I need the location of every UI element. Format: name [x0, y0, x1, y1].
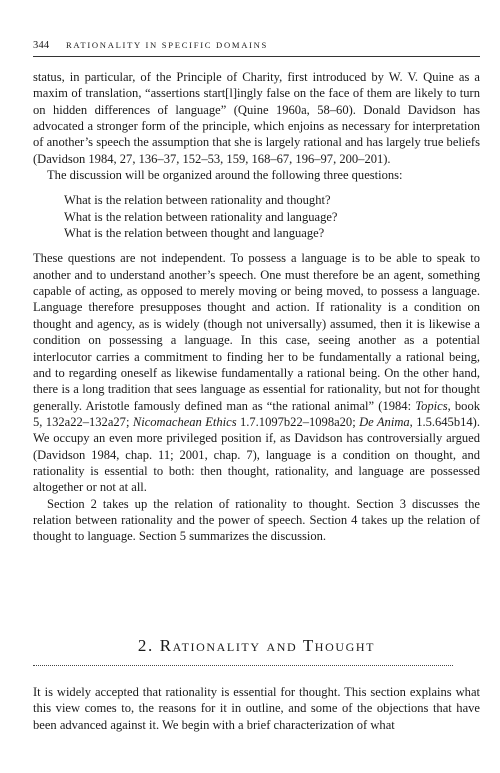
- citation-topics: Topics: [415, 398, 448, 413]
- paragraph-3-text: 1.7.1097b22–1098a20;: [236, 414, 360, 429]
- body-text: [33, 69, 480, 545]
- paragraph-4: Section 2 takes up the relation of rationality to thought. Section 3 discusses the relation between rationality and the power of speech. Section 4 takes up the relation of thought to language. Section 5 summarizes the discussion.: [33, 496, 480, 544]
- paragraph-3: [33, 250, 480, 495]
- paragraph-3-text: , book 5, 132a22–132a27;: [33, 398, 481, 429]
- header-rule: [33, 56, 480, 57]
- question-item: What is the relation between rationality and language?: [64, 209, 338, 224]
- paragraph-2: The discussion will be organized around the following three questions:: [47, 168, 403, 183]
- paragraph-1: status, in particular, of the Principle of Charity, first introduced by W. V. Quine as a maxim of translation, “assertions start[l]ingly false on the face of them are likely to turn on hidden differences of language” (Quine 1960a, 58–60). Donald Davidson has advocated a stronger form of the principle, which enjoins as necessary for interpretation of another’s speech the assumption that she is largely rational and has largely true beliefs (Davidson 1984, 27, 136–37, 152–53, 159, 168–67, 196–97, 200–201).: [33, 70, 480, 166]
- page-number: 344: [33, 40, 50, 51]
- section-heading: 2. Rationality and Thought: [137, 636, 376, 655]
- citation-nicomachean-ethics: Nicomachean Ethics: [132, 414, 237, 429]
- question-list: [64, 192, 480, 241]
- section-intro-paragraph: It is widely accepted that rationality is essential for thought. This section explains what this view comes to, the reasons for it in outline, and some of the objections that have been advanced against it. We begin with a brief characterization of what: [33, 685, 480, 732]
- section-body: [33, 684, 480, 733]
- running-head: [33, 40, 480, 51]
- question-item: What is the relation between rationality and thought?: [64, 193, 331, 208]
- running-title: RATIONALITY IN SPECIFIC DOMAINS: [65, 40, 269, 50]
- section-rule: [33, 665, 453, 666]
- citation-de-anima: De Anima: [359, 414, 410, 429]
- paragraph-3-text: , 1.5.645b14). We occupy an even more privileged position if, as Davidson has controversially argued (Davidson 1984, chap. 11; 2001, chap. 7), language is a condition on thought, and rationality is essential to both: then thought, rationality, and language are possessed altogether or not at all.: [33, 414, 480, 495]
- question-item: What is the relation between thought and language?: [64, 226, 325, 241]
- paragraph-3-text: These questions are not independent. To possess a language is to be able to speak to another and to understand another’s speech. One must therefore be an agent, something capable of acting, as opposed to merely moving or being moved, to possess a language. Language therefore presupposes thought and action. If rationality is a condition on thought and agency, as is widely (though not universally) assumed, then it is likewise a condition on possessing a language. In this case, seeing another as a potential interlocutor carries a commitment to finding her to be fundamentally a rational being, and to regarding oneself as likewise fundamentally a rational being. On the other hand, there is a long tradition that sees language as essential for rationality, but not for thought generally. Aristotle famously defined man as “the rational animal” (1984:: [33, 251, 480, 413]
